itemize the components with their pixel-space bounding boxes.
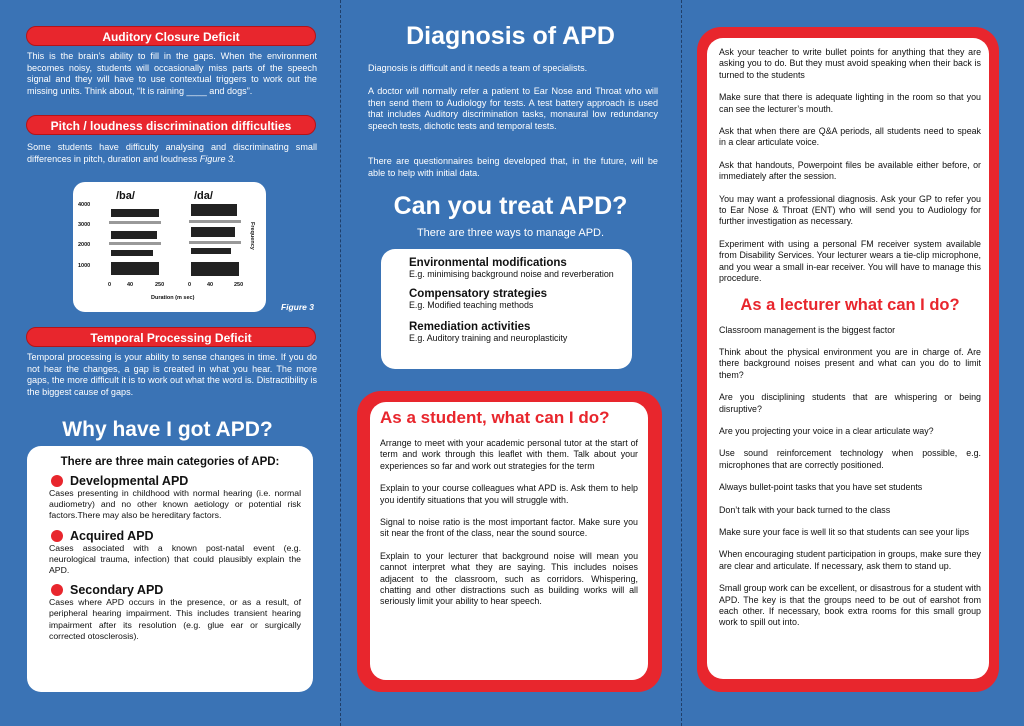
- categories-heading: There are three main categories of APD:: [60, 456, 280, 468]
- temporal-text: Temporal processing is your ability to sense changes in time. If you do not hear the changes, a gap is created in what you hear. The more gaps, the more difficult it is to work out what the word is. Distractibility is the biggest cause of gaps.: [27, 352, 317, 397]
- auditory-closure-text: This is the brain’s ability to fill in the gaps. When the environment becomes noisy, students will occasionally miss parts of the speech signal and they will have to use contextual triggers to work out the missing units. Think about, “It is raining ____ and dogs”.: [27, 51, 317, 96]
- bullet-dot-icon: [51, 530, 63, 542]
- lecturer-tip-2: Think about the physical environment you are in charge of. Are there background noises present and what can you do to limit them?: [719, 346, 981, 380]
- spectrogram-figure: [73, 182, 266, 312]
- y-tick-2000: 2000: [78, 242, 91, 248]
- student-tip-6: Experiment with using a personal FM receiver system available from Disability Services. Your lecturer wears a tie-clip microphone, and you wear a small in-ear receiver. You will have to manage this procedure.: [719, 238, 981, 284]
- pitch-text-body: Some students have difficulty analysing and discriminating small differences in pitch, duration and loudness: [27, 142, 317, 164]
- pitch-heading: Pitch / loudness discrimination difficulties: [26, 115, 316, 135]
- lecturer-tip-8: Make sure your face is well lit so that students can see your lips: [719, 526, 970, 537]
- why-heading: Why have I got APD?: [62, 418, 273, 441]
- da-label: /da/: [194, 190, 213, 202]
- lecturer-tip-9: When encouraging student participation in groups, make sure they are clear and articulate. If necessary, ask them to stand up.: [719, 549, 981, 571]
- ways-card: [381, 249, 632, 369]
- y-tick-1000: 1000: [78, 263, 91, 269]
- student-tip-3: Ask that when there are Q&A periods, all students need to speak in a clear articulate voice.: [719, 126, 981, 148]
- category-title-text: Secondary APD: [70, 583, 164, 598]
- category-acquired-title: [51, 529, 301, 543]
- figure-caption: Figure 3: [280, 302, 314, 312]
- student-tip-1: Ask your teacher to write bullet points for anything that they are asking you to do. But they must avoid speaking when their back is turned to the students: [719, 47, 981, 80]
- student-item-4: Explain to your lecturer that background noise will mean you cannot interpret what they are saying. This includes noises adjacent to the classroom, such as corridors. Whispering, chatting and other distractions such as building works will all seriously limit your ability to hear speech.: [380, 550, 638, 607]
- treat-heading: Can you treat APD?: [393, 192, 628, 220]
- lecturer-tip-6: Always bullet-point tasks that you have set students: [719, 482, 923, 493]
- x-axis-label: Duration (m sec): [151, 295, 195, 301]
- category-title-text: Acquired APD: [70, 528, 154, 543]
- lecturer-tip-7: Don’t talk with your back turned to the class: [719, 504, 891, 515]
- diagnosis-para-1: Diagnosis is difficult and it needs a team of specialists.: [368, 63, 588, 73]
- lecturer-tip-3: Are you disciplining students that are whispering or being disruptive?: [719, 392, 981, 414]
- way-remediation-title: Remediation activities: [409, 320, 531, 333]
- lecturer-tip-5: Use sound reinforcement technology when possible, e.g. microphones that are correctly positioned.: [719, 448, 981, 470]
- category-title-text: Developmental APD: [70, 474, 189, 488]
- way-environmental-text: E.g. minimising background noise and reverberation: [409, 269, 614, 279]
- panel-left: [0, 0, 335, 726]
- way-environmental-title: Environmental modifications: [409, 257, 567, 269]
- pitch-text: [27, 142, 317, 165]
- da-formants: [191, 204, 239, 276]
- lecturer-tip-4: Are you projecting your voice in a clear articulate way?: [719, 425, 934, 436]
- diagnosis-para-2: A doctor will normally refer a patient to Ear Nose and Throat who will then send them to Audiology for tests. A test battery approach is used that includes Auditory discrimination tasks, monaural low redundancy speech tests, dichotic tests and temporal tests.: [368, 86, 658, 131]
- pitch-figure-ref: Figure 3.: [199, 153, 236, 164]
- spectrogram-svg: [73, 182, 266, 312]
- x-tick-left-0: 0: [108, 282, 112, 288]
- lecturer-heading: As a lecturer what can I do?: [740, 295, 960, 314]
- categories-card: [27, 446, 313, 692]
- category-acquired-text: Cases associated with a known post-natal event (e.g. neurological trauma, infection) that could plausibly explain the APD.: [49, 542, 301, 576]
- x-tick-left-40: 40: [127, 282, 134, 288]
- student-item-1: Arrange to meet with your academic personal tutor at the start of term and work through this leaflet with them. Talk about your experiences so far and work out strategies for the term: [380, 438, 638, 471]
- category-secondary-text: Cases where APD occurs in the presence, or as a result, of peripheral hearing impairment. This includes transient hearing impairment after its resolution (e.g. glue ear or surgically corrected otosclerosis).: [49, 597, 301, 641]
- student-tip-5: You may want a professional diagnosis. Ask your GP to refer you to Ear Nose & Throat (ENT) who will send you to Audiology for further investigation as necessary.: [719, 193, 981, 227]
- y-tick-3000: 3000: [78, 222, 91, 228]
- category-developmental-text: Cases presenting in childhood with normal hearing (i.e. normal audiometry) and no other known aetiology or potential risk factors.There may also be hereditary factors.: [49, 488, 301, 521]
- y-axis-label: Frequency: [249, 222, 255, 250]
- bullet-dot-icon: [51, 584, 63, 596]
- student-tip-4: Ask that handouts, Powerpoint files be available either before, or immediately after the session.: [719, 159, 981, 182]
- y-tick-4000: 4000: [78, 202, 91, 208]
- way-compensatory-title: Compensatory strategies: [409, 288, 548, 301]
- student-item-3: Signal to noise ratio is the most important factor. Make sure you sit near the front of the class, near the sound source.: [380, 517, 638, 539]
- bullet-dot-icon: [51, 475, 63, 487]
- lecturer-tip-10: Small group work can be excellent, or disastrous for a student with APD. The key is that the groups need to be out of earshot from each other. If necessary, book extra rooms for this small group work to spill out into.: [719, 583, 981, 628]
- student-tip-2: Make sure that there is adequate lighting in the room so that you can see the lecturer’s mouth.: [719, 92, 981, 114]
- way-remediation-text: E.g. Auditory training and neuroplasticity: [409, 332, 568, 343]
- x-tick-right-250: 250: [234, 282, 244, 288]
- student-heading: As a student, what can I do?: [380, 408, 610, 427]
- x-tick-left-250: 250: [155, 282, 165, 288]
- advice-box: [697, 27, 999, 692]
- ba-label: /ba/: [116, 190, 135, 202]
- student-box: [357, 391, 662, 692]
- treat-subheading: There are three ways to manage APD.: [416, 227, 605, 239]
- panel-right: [684, 0, 1024, 726]
- auditory-closure-heading: Auditory Closure Deficit: [26, 26, 316, 46]
- advice-box-inner: [707, 38, 989, 679]
- lecturer-tip-1: Classroom management is the biggest factor: [719, 324, 896, 335]
- student-box-inner: [370, 402, 648, 680]
- x-tick-right-40: 40: [207, 282, 214, 288]
- diagnosis-para-3: There are questionnaires being developed that, in the future, will be able to help with initial data.: [368, 156, 658, 178]
- x-tick-right-0: 0: [188, 282, 192, 288]
- temporal-heading: Temporal Processing Deficit: [26, 327, 316, 347]
- way-compensatory-text: E.g. Modified teaching methods: [409, 300, 534, 311]
- category-developmental-title: [51, 474, 301, 488]
- student-item-2: Explain to your course colleagues what APD is. Ask them to help you identify situations that you will struggle with.: [380, 483, 638, 505]
- category-secondary-title: [51, 583, 301, 597]
- panel-middle: [343, 0, 678, 726]
- diagnosis-heading: Diagnosis of APD: [406, 22, 615, 50]
